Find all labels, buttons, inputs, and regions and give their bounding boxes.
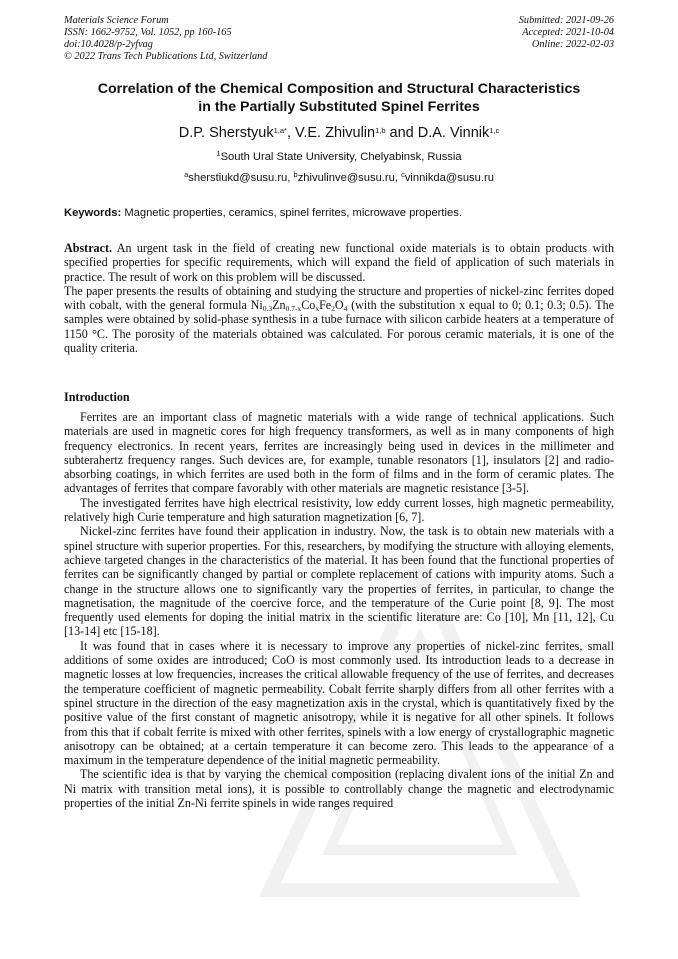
date-accepted: Accepted: 2021-10-04 xyxy=(522,27,614,38)
keywords-label: Keywords: xyxy=(64,207,122,219)
author-2-affil: 1,b xyxy=(375,126,386,135)
intro-paragraph-1: Ferrites are an important class of magnetic materials with a wide range of technical applications. Such materials are used in magnetic cores for high frequency transformers, as well as in many components of high frequency electronics. In recent years, ferrites are increasingly being used in devices in the millimeter and subterahertz frequency ranges. Such devices are, for example, tunable resonators [1], insulators [2] and radio-absorbing coatings, in which ferrites are used both in the form of films and in the form of ceramic plates. The advantages of ferrites that compare favorably with other materials are magnetic resistance [3-5]. xyxy=(64,410,614,496)
journal-issn: ISSN: 1662-9752, Vol. 1052, pp 160-165 xyxy=(64,27,232,38)
formula-zn: Zn xyxy=(272,298,286,313)
author-list: D.P. Sherstyuk$^{1,a*}$, V.E. Zhivulin$^{1,b}$ and D.A. Vinnik$^{1,c}$ xyxy=(178,125,500,141)
formula-co: Co xyxy=(301,298,316,313)
intro-paragraph-2: The investigated ferrites have high electrical resistivity, low eddy current losses, high magnetic permeability, relatively high Curie temperature and high saturation magnetization [6, 7]. xyxy=(64,495,614,525)
abstract xyxy=(64,241,614,355)
journal-name: Materials Science Forum xyxy=(64,15,169,26)
abstract-paragraph-2 xyxy=(64,284,614,355)
formula-o: O xyxy=(334,298,344,313)
author-emails: $^a$sherstiukd@susu.ru, $^b$zhivulinve@susu.ru, $^c$vinnikda@susu.ru xyxy=(184,170,494,184)
affiliation xyxy=(40,150,638,164)
affiliation-text: South Ural State University, Chelyabinsk, Russia xyxy=(220,151,462,163)
journal-doi[interactable]: doi:10.4028/p-2yfvag xyxy=(64,39,153,50)
intro-paragraph-3: Nickel-zinc ferrites have found their application in industry. Now, the task is to obtain new materials with a spinel structure with superior properties. For this, researchers, by modifying the structure with alloying elements, achieve targeted changes in the characteristics of the material. It has been found that the functional properties of ferrites can be significantly changed by partial or complete replacement of cations with impurity atoms. Such a change in the structure allows one to significantly vary the properties of ferrites, in particular, to change the magnetisation, the magnitude of the coercive force, and the temperature of the Curie point [8, 9]. The most frequently used elements for doping the initial matrix in the scientific literature are: Co [10], Mn [11, 12], Cu [13-14] etc [15-18]. xyxy=(64,524,614,639)
email-a[interactable]: sherstiukd@susu.ru xyxy=(188,172,288,184)
author-1-affil: 1,a* xyxy=(273,126,287,135)
formula-fe-sub: 2 xyxy=(331,304,335,314)
title-line-2: in the Partially Substituted Spinel Ferrites xyxy=(198,99,480,115)
formula-zn-sub: 0.7-x xyxy=(285,304,302,314)
abstract-text-2b: (with the substitution x equal to 0; 0.1; 0.3; 0.5). The samples were obtained by solid-phase synthesis in a tube furnace with silicon carbide heaters at a temperature of 1150 °C. The porosity of the materials obtained was calculated. For porous ceramic materials, it is one of the quality criteria. xyxy=(64,298,615,356)
abstract-text-1: An urgent task in the field of creating new functional oxide materials is to obtain products with specified properties for specific requirements, which will expand the field of application of such materials in practice. The result of work on this problem will be discussed. xyxy=(64,241,615,284)
affiliation-mark: 1 xyxy=(216,149,221,158)
journal-info xyxy=(64,15,267,63)
author-1: D.P. Sherstyuk xyxy=(178,125,274,141)
author-3-affil: 1,c xyxy=(489,126,500,135)
paper-title xyxy=(50,80,628,116)
introduction-body xyxy=(64,410,614,810)
intro-paragraph-5: The scientific idea is that by varying the chemical composition (replacing divalent ions of the initial Zn and Ni matrix with transition metal ions), it is possible to controllably change the magnetic and electrodynamic properties of the initial Zn-Ni ferrite spinels in wide ranges required xyxy=(64,767,614,811)
author-conjunction: and xyxy=(385,125,418,141)
abstract-paragraph-1 xyxy=(64,241,614,284)
journal-copyright: © 2022 Trans Tech Publications Ltd, Switzerland xyxy=(64,51,268,62)
author-3: D.A. Vinnik xyxy=(417,125,490,141)
author-2: V.E. Zhivulin xyxy=(295,125,376,141)
formula-co-sub: x xyxy=(315,304,320,314)
email-b-mark: b xyxy=(293,170,298,179)
email-c[interactable]: vinnikda@susu.ru xyxy=(404,172,494,184)
keywords-text: Magnetic properties, ceramics, spinel ferrites, microwave properties. xyxy=(124,207,462,219)
title-line-1: Correlation of the Chemical Composition and Structural Characteristics xyxy=(97,81,581,97)
date-submitted: Submitted: 2021-09-26 xyxy=(518,15,614,26)
keywords xyxy=(64,206,616,220)
publication-dates xyxy=(519,15,614,51)
abstract-label: Abstract. xyxy=(64,241,113,255)
formula-fe: Fe xyxy=(319,298,332,313)
intro-paragraph-4: It was found that in cases where it is necessary to improve any properties of nickel-zinc ferrites, small additions of some oxides are introduced; CoO is most commonly used. Its introduction leads to a decrease in magnetic losses at low frequencies, increases the critical allowable frequency of the use of ferrites, and decreases the temperature coefficient of magnetic permeability. Cobalt ferrite sharply differs from all other ferrites with a spinel structure in the direction of the easy magnetization axis in the crystal, which is quantitatively fixed by the positive value of the first constant of magnetic anisotropy, while it is negative for all other spinels. It follows from this that if cobalt ferrite is mixed with other ferrites, spinels with a low energy of crystallographic magnetic anisotropy can be obtained; at a certain temperature it can become zero. This leads to the appearance of a maximum in the temperature dependence of the initial magnetic permeability. xyxy=(64,638,614,768)
email-b[interactable]: zhivulinve@susu.ru xyxy=(297,172,395,184)
abstract-text-2a: The paper presents the results of obtaining and studying the structure and properties of nickel-zinc ferrites doped with cobalt, with the general formula Ni xyxy=(64,283,614,313)
email-c-mark: c xyxy=(401,170,405,179)
formula-ni-sub: 0.3 xyxy=(262,304,273,314)
formula-o-sub: 4 xyxy=(343,304,348,314)
date-online: Online: 2022-02-03 xyxy=(531,39,614,50)
email-a-mark: a xyxy=(184,170,189,179)
section-heading-introduction: Introduction xyxy=(64,390,130,404)
